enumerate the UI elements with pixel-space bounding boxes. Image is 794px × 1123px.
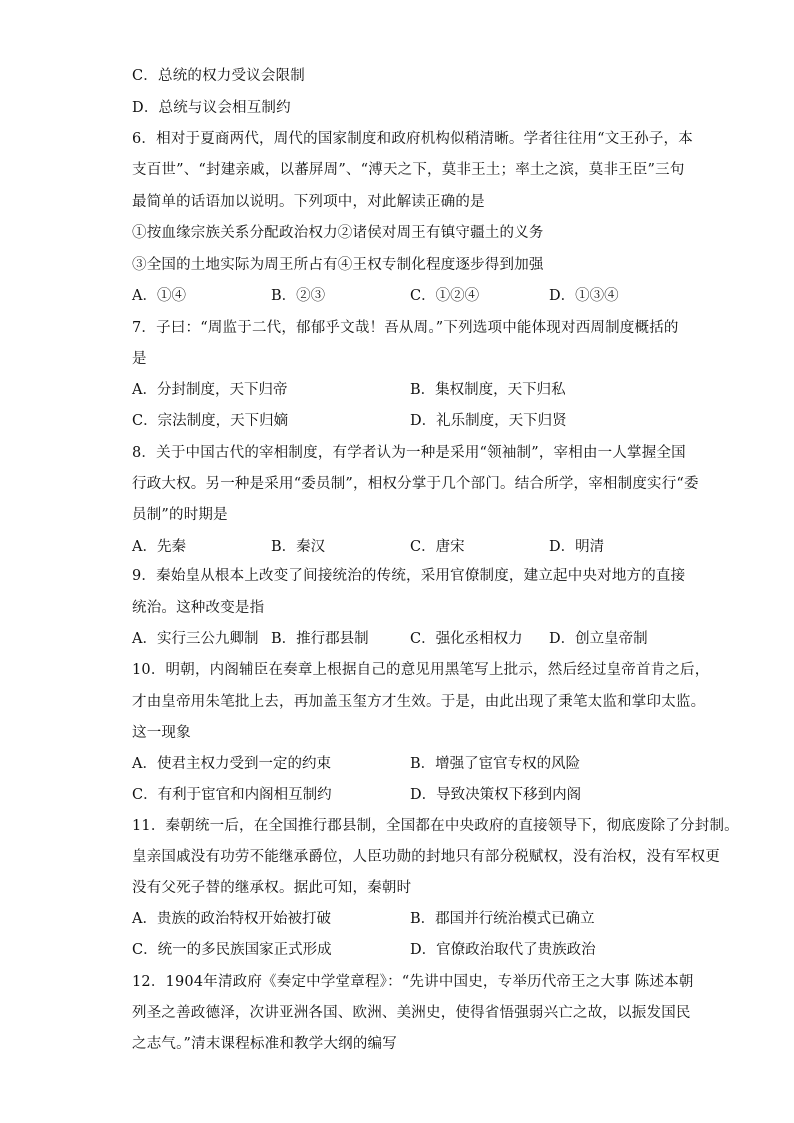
q7-option-a: A．分封制度，天下归帝	[132, 382, 288, 398]
q11-option-a: A．贵族的政治特权开始被打破	[132, 911, 331, 927]
q11-option-b: B．郡国并行统治模式已确立	[410, 911, 595, 927]
q9-option-c: C．强化丞相权力	[410, 631, 523, 647]
q10-stem-line-2: 才由皇帝用朱笔批上去，再加盖玉玺方才生效。于是，由此出现了秉笔太监和掌印太监。	[132, 694, 706, 710]
q8-option-b: B．秦汉	[271, 539, 326, 555]
q10-stem-line-1: 10．明朝，内阁辅臣在奏章上根据自己的意见用黑笔写上批示，然后经过皇帝首肯之后，	[132, 662, 710, 678]
q7-stem-line-2: 是	[132, 351, 147, 367]
q10-option-a: A．使君主权力受到一定的约束	[132, 756, 331, 772]
q8-stem-line-1: 8．关于中国古代的宰相制度，有学者认为一种是采用“领袖制”，宰相由一人掌握全国	[132, 445, 686, 461]
q6-option-d: D．①③④	[549, 288, 619, 304]
q12-stem-line-1: 12．1904年清政府《奏定中学堂章程》：“先讲中国史，专举历代帝王之大事 陈述本朝	[132, 974, 694, 990]
q12-stem-line-2: 列圣之善政德泽，次讲亚洲各国、欧洲、美洲史，使得省悟强弱兴亡之故，以振发国民	[132, 1005, 691, 1021]
q8-option-d: D．明清	[549, 539, 605, 555]
q11-stem-line-1: 11．秦朝统一后，在全国推行郡县制，全国都在中央政府的直接领导下，彻底废除了分封制。	[132, 818, 739, 834]
q9-stem-line-1: 9．秦始皇从根本上改变了间接统治的传统，采用官僚制度，建立起中央对地方的直接	[132, 568, 686, 584]
q10-option-b: B．增强了宦官专权的风险	[410, 756, 581, 772]
q6-stem-line-3: 最简单的话语加以说明。下列项中，对此解读正确的是	[132, 194, 485, 210]
q11-stem-line-3: 没有父死子替的继承权。据此可知，秦朝时	[132, 880, 412, 896]
q7-option-d: D．礼乐制度，天下归贤	[410, 413, 567, 429]
q7-option-b: B．集权制度，天下归私	[410, 382, 566, 398]
q8-option-c: C．唐宋	[410, 539, 465, 555]
q8-stem-line-2: 行政大权。另一种是采用“委员制”，相权分掌于几个部门。结合所学，宰相制度实行“委	[132, 476, 699, 492]
q9-option-d: D．创立皇帝制	[549, 631, 648, 647]
q6-stem-line-2: 支百世”、“封建亲戚，以蕃屏周”、“溥天之下，莫非王土；率土之滨，莫非王臣”三句	[132, 162, 685, 178]
q10-option-d: D．导致决策权下移到内阁	[410, 787, 582, 803]
q11-stem-line-2: 皇亲国戚没有功劳不能继承爵位，人臣功勋的封地只有部分税赋权，没有治权，没有军权更	[132, 849, 720, 865]
q6-statement-3-4: ③全国的土地实际为周王所占有④王权专制化程度逐步得到加强	[132, 257, 544, 273]
q8-option-a: A．先秦	[132, 539, 186, 555]
q11-option-c: C．统一的多民族国家正式形成	[132, 942, 332, 958]
q7-stem-line-1: 7．子曰：“周监于二代，郁郁乎文哉！吾从周。”下列选项中能体现对西周制度概括的	[132, 320, 679, 336]
q8-stem-line-3: 员制”的时期是	[132, 507, 228, 523]
q5-option-d: D．总统与议会相互制约	[132, 100, 291, 116]
q10-option-c: C．有利于宦官和内阁相互制约	[132, 787, 332, 803]
q10-stem-line-3: 这一现象	[132, 725, 191, 741]
q9-option-b: B．推行郡县制	[271, 631, 369, 647]
q6-option-a: A．①④	[132, 288, 186, 304]
q6-option-c: C．①②④	[410, 288, 480, 304]
q7-option-c: C．宗法制度，天下归嫡	[132, 413, 289, 429]
q9-option-a: A．实行三公九卿制	[132, 631, 259, 647]
q5-option-c: C．总统的权力受议会限制	[132, 68, 305, 84]
q6-stem-line-1: 6．相对于夏商两代，周代的国家制度和政府机构似稍清晰。学者往往用“文王孙子，本	[132, 131, 693, 147]
q6-option-b: B．②③	[271, 288, 326, 304]
q6-statement-1-2: ①按血缘宗族关系分配政治权力②诸侯对周王有镇守疆土的义务	[132, 225, 544, 241]
q11-option-d: D．官僚政治取代了贵族政治	[410, 942, 596, 958]
q12-stem-line-3: 之志气。”清末课程标准和教学大纲的编写	[132, 1036, 397, 1052]
q9-stem-line-2: 统治。这种改变是指	[132, 600, 265, 616]
